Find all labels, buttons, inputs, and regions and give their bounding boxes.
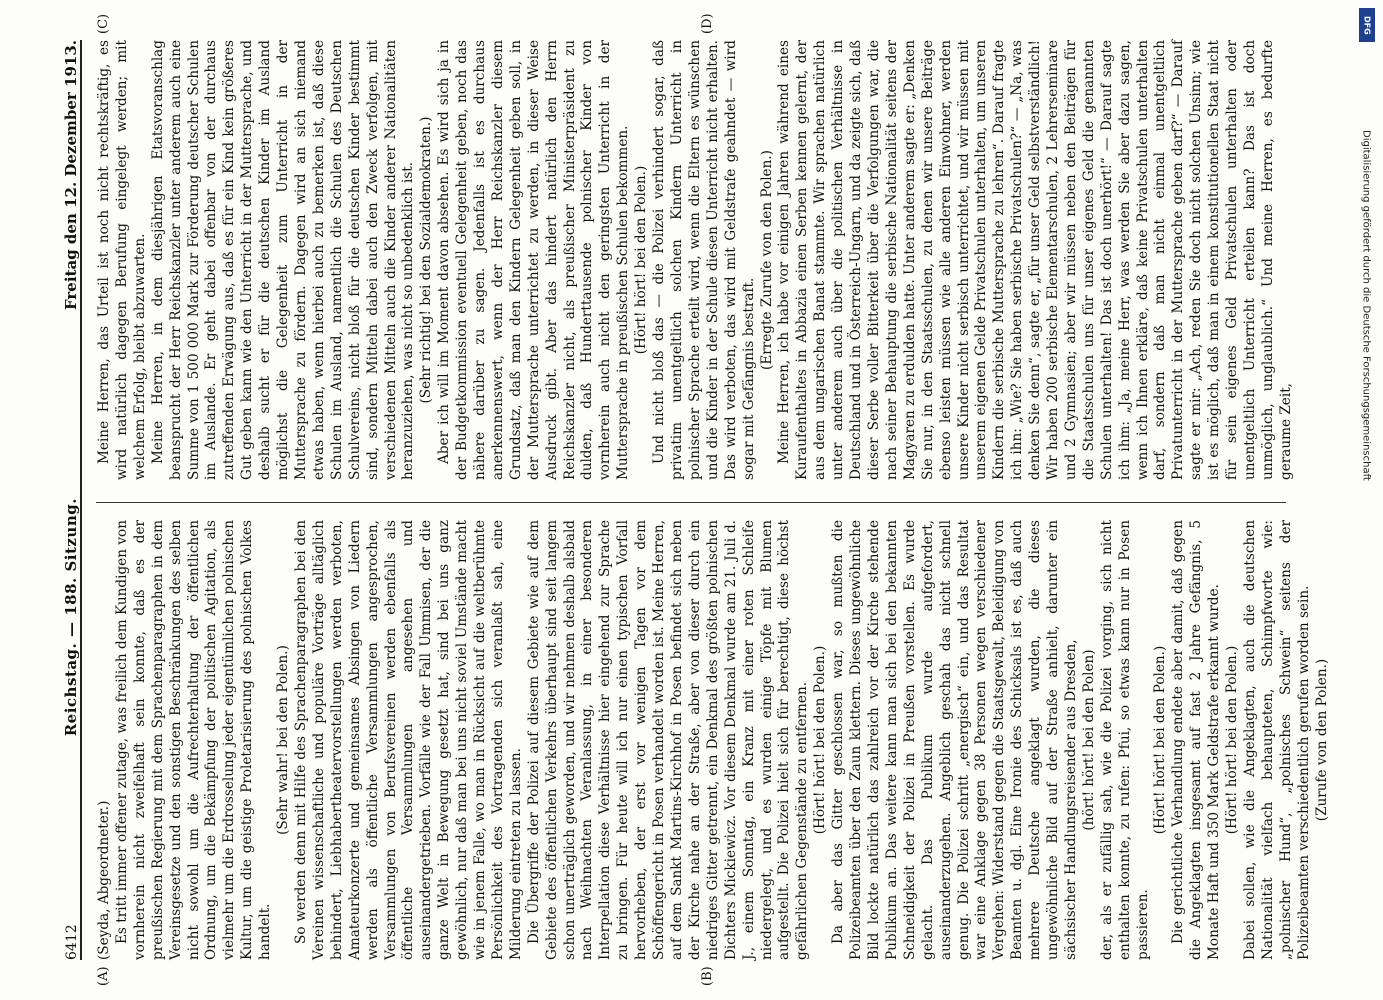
page-title: Reichstag. — 188. Sitzung. (62, 498, 80, 737)
margin-marker-c: (C) (96, 13, 111, 34)
margin-marker-d: (D) (700, 13, 715, 34)
paragraph: (Zurufe von den Polen.) (1313, 658, 1330, 822)
paragraph: Meine Herren, ich habe vor einigen Jahren während eines Kuraufenthaltes in Abbazia einen Serben kennen gelernt, der aus dem ungarischen Banat stammte. Wir sprachen natürlich unter anderem auch über die politischen Verhältnisse in Deutschland und in Österreich-Ungarn, und da zeigte sich, daß dieser Serbe voller Bitterkeit über die Verfolgungen war, die nach seiner Behauptung die serbische Nationalität seitens der Magyaren zu erdulden hatte. Unter anderem sagte er: „Denken Sie nur, in den Staatsschulen, zu denen wir unsere Beiträge ebenso leisten müssen wie alle anderen Einwohner, werden unsere Kinder nicht serbisch unterrichtet, und wir müssen mit unserem eigenen Gelde Privatschulen unterhalten, um unseren Kindern die serbische Muttersprache zu lehren“. Darauf fragte ich ihn: „Wie? Sie haben serbische Privatschulen?“ — „Na, was denken Sie denn“, sagte er, „für unser Geld selbstverständlich! Wir haben 200 serbische Elementarschulen, 2 Lehrerseminare und 2 Gymnasien; aber wir müssen neben den Beiträgen für die Staatsschulen uns für unser eigenes Geld die genannten Schulen unterhalten! Das ist doch unerhört!“ — Darauf sagte ich ihm: „Ja, meine Herr, was werden Sie aber dazu sagen, wenn ich Ihnen erkläre, daß keine Privatschulen unterhalten darf, sondern daß man nicht einmal unentgeltlich Privatunterricht in der Muttersprache geben darf?“ — Darauf sagte er mir: „Ach, reden Sie doch nicht solchen Unsinn; wie ist es möglich, daß man in einem konstitutionellen Staat nicht für sein eigenes Geld Privatschulen unterhalten oder unentgeltlich Unterricht erteilen kann? Das ist doch unmöglich, unglaublich.“ Und meine Herren, es bedurfte geraume Zeit, (776, 40, 1294, 480)
paragraph: (Sehr wahr! bei den Polen.) (275, 645, 292, 835)
margin-marker-a: (A) (96, 966, 111, 986)
page-header (48, 40, 82, 960)
paragraph: (Sehr richtig! bei den Sozialdemokraten.) (418, 116, 435, 404)
left-text-column (96, 520, 1330, 960)
paragraph: der, als er zufällig sah, wie die Polizei vorging, sich nicht enthalten konnte, zu rufen: Pfui, so etwas kann nur in Posen passieren. (1098, 520, 1151, 960)
paragraph: (Erregte Zurufe von den Polen.) (758, 150, 775, 370)
paragraph: (Hört! hört! bei den Polen.) (812, 645, 829, 835)
page-date: Freitag den 12. Dezember 1913. (62, 40, 80, 310)
paragraph: Meine Herren, das Urteil ist noch nicht rechtskräftig, es wird natürlich dagegen Berufung eingelegt werden; mit welchem Erfolg, bleibt abzuwarten. (96, 40, 148, 480)
paragraph: Die Übergriffe der Polizei auf diesem Gebiete wie auf dem Gebiete des öffentlichen Verkehrs überhaupt sind seit langem schon unerträglich geworden, und wir nehmen deshalb alsbald nach Weihnachten Veranlassung, in einer besonderen Interpellation diese Verhältnisse hier eingehend zur Sprache zu bringen. Für heute will ich nur einen typischen Vorfall hervorheben, der erst vor wenigen Tagen vor dem Schöffengericht in Posen verhandelt worden ist. Meine Herren, auf dem Sankt Martins-Kirchhof in Posen befindet sich neben der Kirche nahe an der Straße, aber von dieser durch ein niedriges Gitter getrennt, ein Denkmal des größten polnischen Dichters Mickiewicz. Vor diesem Denkmal wurde am 21. Juli d. J., einem Sonntag, ein Kranz mit einer roten Schleife niedergelegt, und es wurden einige Töpfe mit Blumen aufgestellt. Die Polizei hielt sich für berechtigt, diese höchst gefährlichen Gegenstände zu entfernen. (525, 520, 811, 960)
paragraph: (Hört! hört! bei den Polen.) (1152, 645, 1169, 835)
right-text-column (96, 40, 1294, 480)
paragraph: Und nicht bloß das — die Polizei verhindert sogar, daß privatim unentgeltlich solchen Kindern Unterricht in polnischer Sprache erteilt wird, wenn die Eltern es wünschen und die Kinder in der Schule diesen Unterricht nicht erhalten. Das wird verboten, das wird mit Geldstrafe geahndet — wird sogar mit Gefängnis bestraft. (651, 40, 757, 480)
paragraph: So werden denn mit Hilfe des Sprachenparagraphen bei den Vereinen wissenschaftliche und populäre Vorträge alltäglich behindert, Liebhabertheatervorstellungen werden verboten, Amateurkonzerte und gemeinsames Absingen von Liedern werden als öffentliche Versammlungen angesprochen, Versammlungen von Berufsvereinen werden ebenfalls als öffentliche Versammlungen angesehen und auseinandergetrieben. Vorfälle wie der Fall Ummisen, der die ganze Welt in Bewegung gesetzt hat, sind bei uns ganz gewöhnlich, nur daß man bei uns nicht soviel Umstände macht wie in jenem Falle, wo man in Rücksicht auf die weltberühmte Persönlichkeit des Vortragenden sich veranlaßt sah, eine Milderung eintreten zu lassen. (292, 520, 524, 960)
paragraph: Es tritt immer offener zutage, was freilich dem Kundigen von vornherein nicht zweifelhaft sein konnte, daß es der preußischen Regierung mit dem Sprachenparagraphen in dem Vereinsgesetze und den sonstigen Beschränkungen des selben nicht sowohl um die Aufrechterhaltung der öffentlichen Ordnung, um die Bekämpfung der politischen Agitation, als vielmehr um die Erdrosselung jeder eigentümlichen polnischen Kultur, um die geistige Proletarisierung des polnischen Volkes handelt. (113, 520, 274, 960)
paragraph: (Hört! hört! bei den Polen.) (633, 165, 650, 355)
paragraph: Dabei sollen, wie die Angeklagten, auch die deutschen Nationalität vielfach behaupteten, Schimpfworte wie: „polnischer Hund“, „polnisches Schwein“ seitens der Polizeibeamten verschiedentlich gerufen worden sein. (1242, 520, 1312, 960)
digitization-credit: Digitalisierung gefördert durch die Deutsche Forschungsgemeinschaft (1360, 130, 1372, 481)
margin-marker-b: (B) (700, 966, 715, 986)
column-divider (96, 502, 1286, 503)
dfg-logo: DFG (1359, 8, 1375, 42)
paragraph: Die gerichtliche Verhandlung endete aber damit, daß gegen die Angeklagten insgesamt auf fast 2 Jahre Gefängnis, 5 Monate Haft und 350 Mark Geldstrafe erkannt wurde. (1170, 520, 1223, 960)
paragraph: Aber ich will im Moment davon absehen. Es wird sich ja in der Budgetkommission eventuell Gelegenheit geben, noch das nähere darüber zu sagen. Jedenfalls ist es durchaus anerkennenswert, wenn der Herr Reichskanzler diesem Grundsatz, daß man den Kindern Gelegenheit geben soll, in der Muttersprache unterrichtet zu werden, in dieser Weise Ausdruck gibt. Aber das hindert natürlich den Herrn Reichskanzler nicht, als preußischer Ministerpräsident zu dulden, daß Hunderttausende polnischer Kinder von vornherein auch nicht den geringsten Unterricht in der Muttersprache in preußischen Schulen bekommen. (436, 40, 632, 480)
paragraph: Da aber das Gitter geschlossen war, so mußten die Polizeibeamten über den Zaun klettern. Dieses ungewöhnliche Bild lockte natürlich das zahlreich vor der Kirche stehende Publikum an. Das weitere kann man sich bei den bekannten Schneidigkeit der Polizei in Preußen vorstellen. Es wurde gelacht. Das Publikum wurde aufgefordert, auseinanderzugehen. Angeblich geschah das nicht schnell genug. Die Polizei schritt „energisch“ ein, und das Resultat war eine Anklage gegen 38 Personen wegen verschiedener Vergehen: Widerstand gegen die Staatsgewalt, Beleidigung von Beamten u. dgl. Eine Ironie des Schicksals ist es, daß auch mehrere Deutsche angeklagt wurden, die dieses ungewöhnliche Bild auf der Straße anhielt, darunter ein sächsischer Handlungsreisender aus Dresden, (830, 520, 1079, 960)
paragraph: (Hört! hört! bei den Polen.) (1224, 645, 1241, 835)
paragraph: (Seyda, Abgeordneter.) (96, 800, 112, 960)
paragraph: (hört! hört! bei den Polen) (1080, 649, 1097, 831)
page-number: 6412 (64, 924, 80, 960)
paragraph: Meine Herren, in dem diesjährigen Etatsvoranschlag beansprucht der Herr Reichskanzler unter anderem auch eine Summe von 1 500 000 Mark zur Förderung deutscher Schulen im Auslande. Er geht dabei offenbar von der durchaus zutreffenden Erwägung aus, daß es für ein Kind kein größeres Gut geben kann wie den Unterricht in der Muttersprache, und deshalb sucht er für die deutschen Kinder im Ausland möglichst die Gelegenheit zum Unterricht in der Muttersprache zu fördern. Dagegen wird an sich niemand etwas haben, wenn hierbei auch zu bemerken ist, daß diese Schulen im Ausland, namentlich die Schulen des Deutschen Schulvereins, nicht bloß für die deutschen Kinder bestimmt sind, sondern Mitteln dabei auch den Zweck verfolgen, mit verschiedenen Mitteln auch die Kinder anderer Nationalitäten heranzuziehen, was nicht so unbedenklich ist. (149, 40, 417, 480)
